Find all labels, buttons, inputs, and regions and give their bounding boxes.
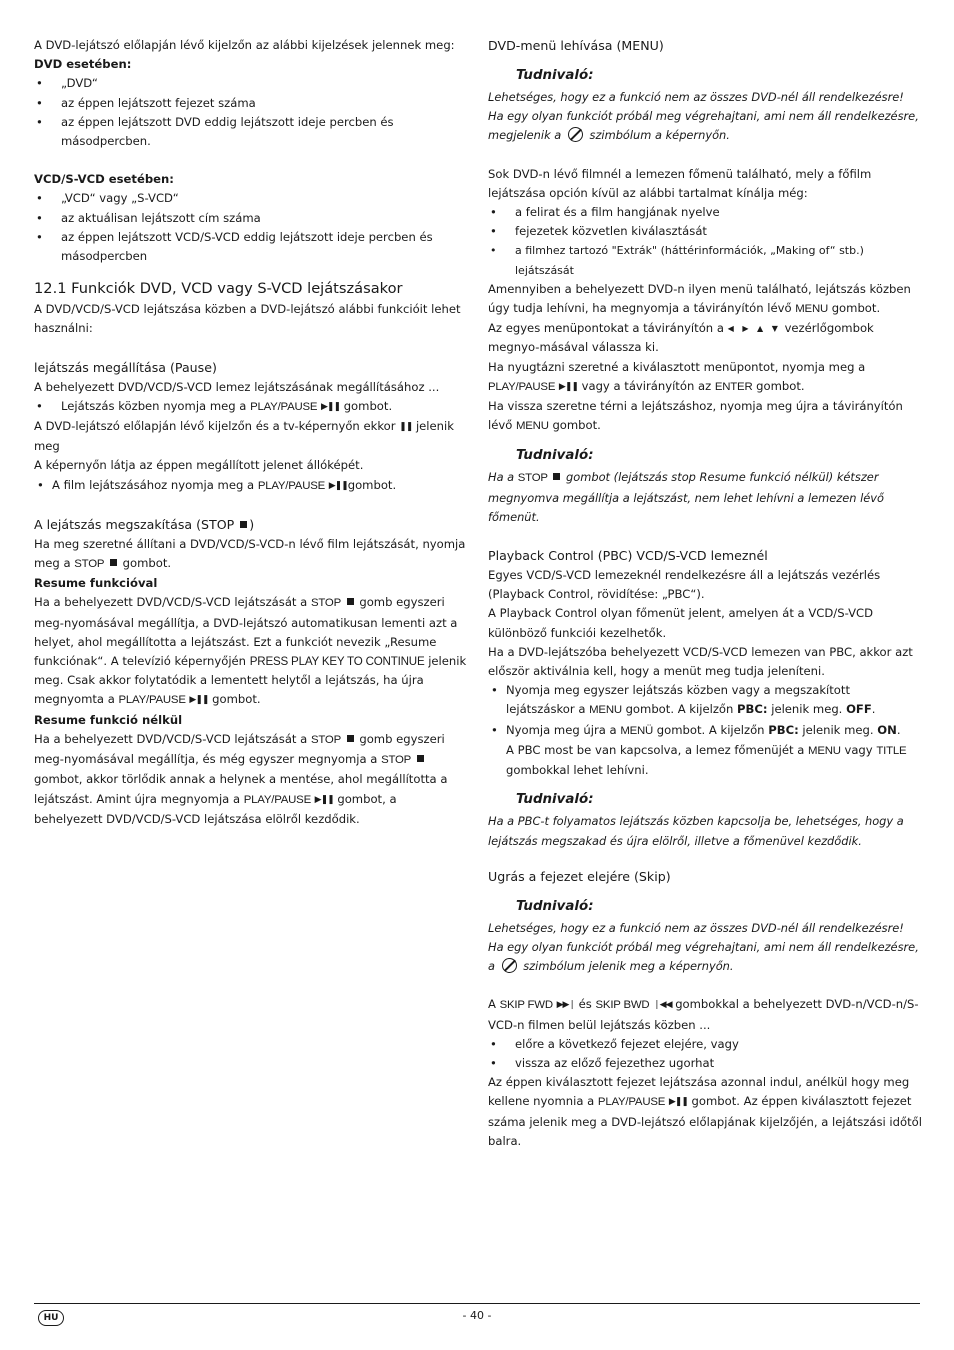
dvd-list xyxy=(34,74,468,151)
stop-text: Ha meg szeretné állítani a DVD/VCD/S-VCD-n lévő film lejátszását, nyomja meg a STOP gombot. xyxy=(34,536,466,571)
list-item: • A film lejátszásához nyomja meg a PLAY/PAUSE ▶❚❚gombot. xyxy=(34,476,468,496)
pause-text: A képernyőn látja az éppen megállított jelenet állóképét. xyxy=(34,458,364,473)
list-item: • a felirat és a film hangjának nyelve xyxy=(488,203,922,222)
prohibited-icon xyxy=(568,127,583,142)
list-item: • előre a következő fejezet elejére, vagy xyxy=(488,1035,922,1054)
skip-forward-icon: ▶▶❘ xyxy=(556,1000,575,1011)
right-column xyxy=(488,36,922,1151)
resume-heading: Resume funkcióval xyxy=(34,576,158,591)
pbc-text: A Playback Control olyan főmenüt jelent, amelyen át a VCD/S-VCD különböző funkciói kezelhetők. xyxy=(488,606,874,640)
list-item: • fejezetek közvetlen kiválasztását xyxy=(488,222,922,241)
list-item: • az aktuálisan lejátszott cím száma xyxy=(34,209,468,228)
note-text: Ha a STOP gombot (lejátszás stop Resume funkció nélkül) kétszer megnyomva megállítja a lejátszást, nem lehet lehívni a lemezen lévő főmenüt. xyxy=(488,470,884,524)
note-text: Lehetséges, hogy ez a funkció nem az összes DVD-nél áll rendelkezésre! Ha egy olyan funkciót próbál meg végrehajtani, ami nem áll rendelkezésre, a szimbólum jelenik meg a képernyőn. xyxy=(488,920,919,974)
noresume-text: Ha a behelyezett DVD/VCD/S-VCD lejátszását a STOP gomb egyszeri meg-nyomásával megállítja, és még egyszer megnyomja a STOP gombot, akkor törlődik annak a helynek a mentése, ahol megállította a lejátszást. Amint újra megnyomja a PLAY/PAUSE ▶❚❚ gombot, a behelyezett DVD/VCD/S-VCD lejátszása elölről kezdődik. xyxy=(34,731,448,826)
dvd-heading: DVD esetében: xyxy=(34,57,132,72)
play-pause-icon: ▶❚❚ xyxy=(314,794,334,805)
list-item: • Nyomja meg újra a MENÜ gombot. A kijelzőn PBC: jelenik meg. ON. A PBC most be van kapcsolva, a lemez főmenüjét a MENU vagy TITLE gombokkal lehet lehívni. xyxy=(488,721,922,781)
menu-text: Az egyes menüpontokat a távirányítón a ◀ ▶ ▲ ▼ vezérlőgombok megnyo-másával válassza ki. xyxy=(488,321,874,355)
pbc-text: Ha a DVD-lejátszóba behelyezett VCD/S-VCD lemezen van PBC, akkor azt először aktiválnia kell, hogy a menüt meg tudja jeleníteni. xyxy=(488,644,913,679)
skip-text: Az éppen kiválasztott fejezet lejátszása azonnal indul, anélkül hogy meg kellene nyomnia a PLAY/PAUSE ▶❚❚ gombot. Az éppen kiválasztott fejezet száma jelenik meg a DVD-lejátszó előlapjának kijelzőjén, a lejátszási időtől balra. xyxy=(488,1075,922,1148)
pause-heading: lejátszás megállítása (Pause) xyxy=(34,359,217,375)
menu-text: Amennyiben a behelyezett DVD-n ilyen menü található, lejátszás közben úgy tudja lehívni, ha megnyomja a távirányítón lévő MENU gombot. xyxy=(488,281,911,316)
stop-icon xyxy=(347,598,354,605)
list-item: • az éppen lejátszott DVD eddig lejátszott ideje percben és másodpercben. xyxy=(34,113,468,151)
display-intro: A DVD-lejátszó előlapján lévő kijelzőn az alábbi kijelzések jelennek meg: xyxy=(34,38,455,52)
vcd-heading: VCD/S-VCD esetében: xyxy=(34,172,174,187)
menu-text: Ha nyugtázni szeretné a kiválasztott menüpontot, nyomja meg a PLAY/PAUSE ▶❚❚ vagy a távirányítón az ENTER gombot. xyxy=(488,358,922,397)
play-pause-icon: ▶❚❚ xyxy=(668,1097,688,1108)
play-pause-icon: ▶❚❚ xyxy=(558,381,578,392)
list-item: • az éppen lejátszott fejezet száma xyxy=(34,94,468,113)
footer-divider xyxy=(34,1303,920,1304)
list-item: • a filmhez tartozó "Extrák" (háttérinformációk, „Making of“ stb.) lejátszását xyxy=(488,241,922,279)
prohibited-icon xyxy=(502,958,517,973)
note-title: Tudnivaló: xyxy=(516,448,594,464)
stop-icon xyxy=(417,755,424,762)
resume-text: Ha a behelyezett DVD/VCD/S-VCD lejátszását a STOP gomb egyszeri meg-nyomásával megállítja, a DVD-lejátszó automatikusan lementi azt a helyet, ahol megállította a lejátszást. Ezt a funkciót nevezik „Resume funkciónak“. A televízió képernyőjén PRESS PLAY KEY TO CONTINUE jelenik meg. Csak akkor folytatódik a lementett helytől a lejátszás, ha újra megnyomta a PLAY/PAUSE ▶❚❚ gombot. xyxy=(34,593,468,710)
list-item: • Lejátszás közben nyomja meg a PLAY/PAUSE ▶❚❚ gombot. xyxy=(34,397,468,417)
arrow-keys-icon: ◀ ▶ ▲ ▼ xyxy=(727,324,781,334)
play-pause-icon: ▶❚❚ xyxy=(189,695,209,706)
stop-heading: A lejátszás megszakítása (STOP ) xyxy=(34,516,255,532)
note-text: Ha a PBC-t folyamatos lejátszás közben kapcsolja be, lehetséges, hogy a lejátszás megszakad és újra elölről, illetve a főmenüvel kezdődik. xyxy=(488,814,904,848)
note-text: Lehetséges, hogy ez a funkció nem az összes DVD-nél áll rendelkezésre! Ha egy olyan funkciót próbál meg végrehajtani, ami nem áll rendelkezésre, megjelenik a szimbólum a képernyőn. xyxy=(488,90,919,143)
skip-backward-icon: ❘◀◀ xyxy=(653,1000,672,1011)
skip-text: A SKIP FWD ▶▶❘ és SKIP BWD ❘◀◀ gombokkal a behelyezett DVD-n/VCD-n/S-VCD-n filmen belül lejátszás közben ... xyxy=(488,997,919,1032)
menu-heading: DVD-menü lehívása (MENU) xyxy=(488,38,664,53)
skip-heading: Ugrás a fejezet elejére (Skip) xyxy=(488,868,671,884)
note-title: Tudnivaló: xyxy=(516,792,594,808)
stop-icon xyxy=(240,521,247,528)
menu-text: Ha vissza szeretne térni a lejátszáshoz, nyomja meg újra a távirányítón lévő MENU gombot. xyxy=(488,399,903,433)
stop-icon xyxy=(347,735,354,742)
pause-text: A DVD-lejátszó előlapján lévő kijelzőn és a tv-képernyőn ekkor ❚❚ jelenik meg xyxy=(34,419,454,454)
list-item: • Nyomja meg egyszer lejátszás közben vagy a megszakított lejátszáskor a MENU gombot. A kijelzőn PBC: jelenik meg. OFF. xyxy=(488,681,922,720)
section-title: 12.1 Funkciók DVD, VCD vagy S-VCD lejátszásakor xyxy=(34,280,403,298)
pbc-heading: Playback Control (PBC) VCD/S-VCD lemeznél xyxy=(488,548,768,564)
play-pause-icon: ▶❚❚ xyxy=(321,401,341,412)
play-pause-icon: ▶❚❚ xyxy=(328,480,348,491)
stop-icon xyxy=(110,559,117,566)
menu-text: Sok DVD-n lévő filmnél a lemezen főmenü található, mely a főfilm lejátszása opción kívül az alábbi tartalmat kínálja még: xyxy=(488,166,872,200)
language-badge: HU xyxy=(38,1310,64,1326)
list-item: • „VCD“ vagy „S-VCD“ xyxy=(34,189,468,208)
key-label: PLAY/PAUSE xyxy=(250,400,318,413)
stop-icon xyxy=(553,473,560,480)
noresume-heading: Resume funkció nélkül xyxy=(34,712,183,727)
list-item: • vissza az előző fejezethez ugorhat xyxy=(488,1054,922,1073)
section-intro: A DVD/VCD/S-VCD lejátszása közben a DVD-lejátszó alábbi funkcióit lehet használni: xyxy=(34,302,461,336)
left-column xyxy=(34,36,468,829)
list-item: • az éppen lejátszott VCD/S-VCD eddig lejátszott ideje percben és másodpercben xyxy=(34,228,468,266)
pause-text: A behelyezett DVD/VCD/S-VCD lemez lejátszásának megállításához ... xyxy=(34,379,440,394)
note-title: Tudnivaló: xyxy=(516,68,594,83)
note-title: Tudnivaló: xyxy=(516,898,594,914)
list-item: • „DVD“ xyxy=(34,74,468,93)
pause-icon: ❚❚ xyxy=(399,422,413,433)
vcd-list xyxy=(34,189,468,266)
pbc-text: Egyes VCD/S-VCD lemezeknél rendelkezésre áll a lejátszás vezérlés (Playback Control, rövidítése: „PBC“). xyxy=(488,568,881,602)
page-number: - 40 - xyxy=(462,1309,492,1322)
